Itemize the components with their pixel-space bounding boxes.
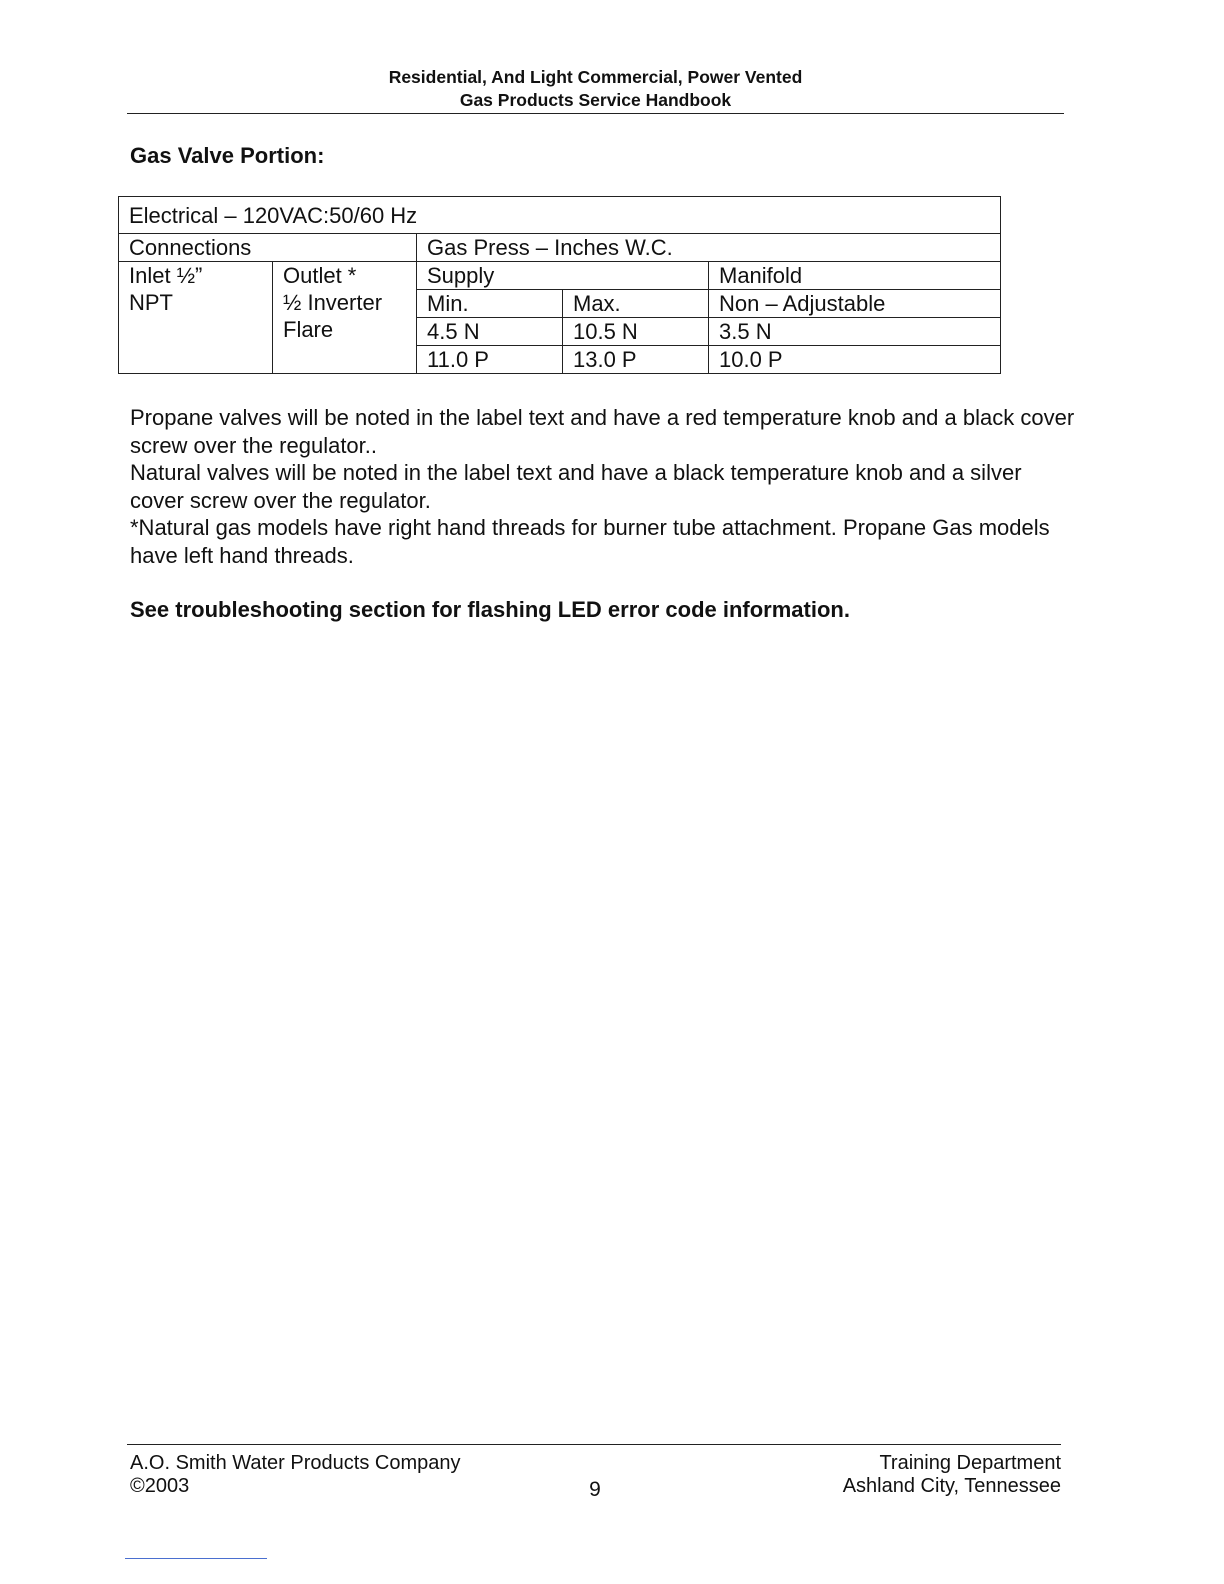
outlet-size: ½ Inverter: [283, 290, 383, 315]
footer-copyright: ©2003: [130, 1475, 190, 1497]
page-header: [127, 66, 1064, 112]
header-divider: [127, 113, 1064, 114]
footer-company: A.O. Smith Water Products Company: [130, 1452, 461, 1474]
propane-manifold: 10.0 P: [709, 346, 1001, 374]
min-header: Min.: [417, 290, 563, 318]
outlet-cell: [273, 262, 417, 374]
propane-paragraph: Propane valves will be noted in the label text and have a red temperature knob and a black cover screw over the regulator..: [130, 405, 1075, 458]
natural-manifold: 3.5 N: [709, 318, 1001, 346]
bottom-link-underline: [125, 1558, 267, 1559]
gas-valve-spec-table: [118, 196, 1001, 374]
header-title-line-1: Residential, And Light Commercial, Power Vented: [388, 67, 803, 87]
supply-header: Supply: [417, 262, 709, 290]
natural-min: 4.5 N: [417, 318, 563, 346]
electrical-cell: Electrical – 120VAC:50/60 Hz: [119, 197, 1001, 234]
footer-department: Training Department: [879, 1452, 1061, 1474]
footer-location: Ashland City, Tennessee: [842, 1475, 1061, 1497]
inlet-cell: [119, 262, 273, 374]
section-title: Gas Valve Portion:: [130, 143, 325, 168]
threads-paragraph: *Natural gas models have right hand threads for burner tube attachment. Propane Gas models have left hand threads.: [130, 515, 1050, 568]
manifold-adjust-header: Non – Adjustable: [709, 290, 1001, 318]
outlet-label: Outlet *: [283, 263, 357, 288]
propane-max: 13.0 P: [563, 346, 709, 374]
natural-paragraph: Natural valves will be noted in the label text and have a black temperature knob and a silver cover screw over the regulator.: [130, 460, 1022, 513]
footer-right: [843, 1452, 1061, 1498]
propane-min: 11.0 P: [417, 346, 563, 374]
manifold-header: Manifold: [709, 262, 1001, 290]
inlet-thread: NPT: [129, 290, 173, 315]
footer-left: [130, 1452, 460, 1498]
inlet-size: Inlet ½”: [129, 263, 203, 288]
table-row: [119, 234, 1001, 262]
table-row: [119, 197, 1001, 234]
page-number: 9: [589, 1478, 601, 1501]
max-header: Max.: [563, 290, 709, 318]
natural-max: 10.5 N: [563, 318, 709, 346]
table-row: [119, 262, 1001, 290]
connections-header: Connections: [119, 234, 417, 262]
footer-divider: [127, 1444, 1061, 1445]
body-text: [130, 404, 1080, 569]
gas-press-header: Gas Press – Inches W.C.: [417, 234, 1001, 262]
troubleshooting-note: See troubleshooting section for flashing LED error code information.: [130, 597, 850, 622]
outlet-type: Flare: [283, 317, 334, 342]
header-title-line-2: Gas Products Service Handbook: [459, 90, 732, 110]
